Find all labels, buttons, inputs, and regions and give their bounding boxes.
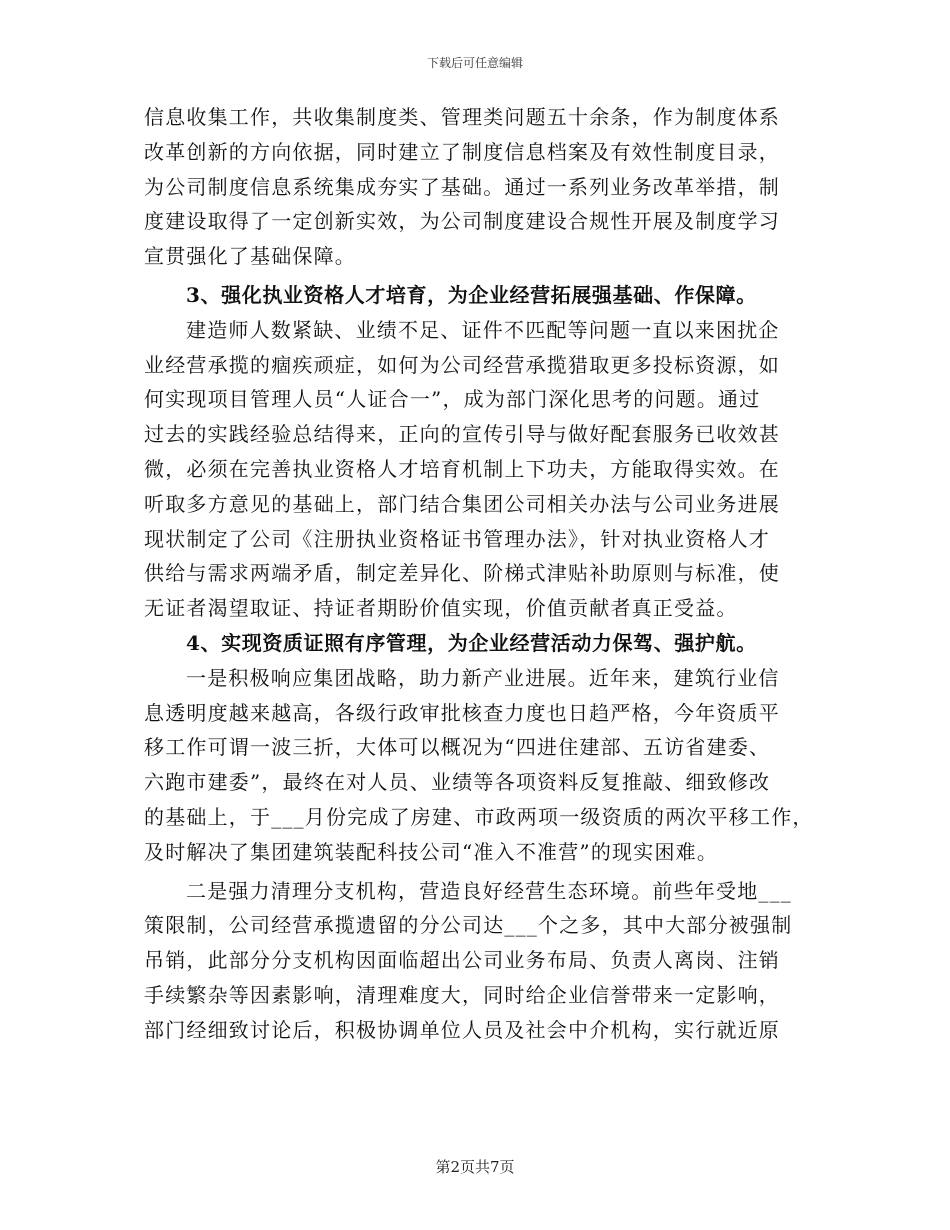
paragraph-line: 为公司制度信息系统集成夯实了基础。通过一系列业务改革举措，制 [144,174,780,199]
section-heading-4: 4、实现资质证照有序管理，为企业经营活动力保驾、强护航。 [186,630,757,655]
paragraph-line: 供给与需求两端矛盾，制定差异化、阶梯式津贴补助原则与标准，使 [144,561,780,586]
paragraph-line: 建造师人数紧缺、业绩不足、证件不匹配等问题一直以来困扰企 [186,317,780,342]
paragraph-line: 何实现项目管理人员“人证合一”，成为部门深化思考的问题。通过 [144,387,761,412]
paragraph-line: 度建设取得了一定创新实效，为公司制度建设合规性开展及制度学习 [144,209,780,234]
paragraph-line: 无证者渴望取证、持证者期盼价值实现，价值贡献者真正受益。 [144,596,738,621]
paragraph-line: 听取多方意见的基础上，部门结合集团公司相关办法与公司业务进展 [144,491,780,516]
paragraph-line: 及时解决了集团建筑装配科技公司“准入不准营”的现实困难。 [144,839,719,864]
paragraph-line: 移工作可谓一波三折，大体可以概况为“四进住建部、五访省建委、 [144,735,771,760]
paragraph-line: 微，必须在完善执业资格人才培育机制上下功夫，方能取得实效。在 [144,456,780,481]
paragraph-line: 业经营承揽的痼疾顽症，如何为公司经营承揽猎取更多投标资源，如 [144,352,780,377]
paragraph-line: 六跑市建委”，最终在对人员、业绩等各项资料反复推敲、细致修改 [144,770,771,795]
document-body [144,100,824,1048]
paragraph-line: 信息收集工作，共收集制度类、管理类问题五十余条，作为制度体系 [144,105,780,129]
paragraph-line: 改革创新的方向依据，同时建立了制度信息档案及有效性制度目录， [144,139,780,164]
paragraph-line: 息透明度越来越高，各级行政审批核查力度也日趋严格，今年资质平 [144,700,780,725]
page-header: 下载后可任意编辑 [426,56,523,70]
section-heading-3: 3、强化执业资格人才培育，为企业经营拓展强基础、作保障。 [186,282,757,307]
paragraph-line: 宣贯强化了基础保障。 [144,244,356,269]
paragraph-line: 现状制定了公司《注册执业资格证书管理办法》，针对执业资格人才 [144,526,770,551]
paragraph-line: 一是积极响应集团战略，助力新产业进展。近年来，建筑行业信 [186,665,780,690]
paragraph-line: 吊销，此部分分支机构因面临超出公司业务布局、负责人离岗、注销 [144,948,780,973]
paragraph-line: 过去的实践经验总结得来，正向的宣传引导与做好配套服务已收效甚 [144,422,780,447]
paragraph-line: 二是强力清理分支机构，营造良好经营生态环境。前些年受地___ [186,878,792,903]
paragraph-line: 策限制，公司经营承揽遗留的分公司达___个之多，其中大部分被强制 [144,913,793,938]
page-number-footer: 第2页共7页 [435,1158,515,1176]
paragraph-line: 手续繁杂等因素影响，清理难度大，同时给企业信誉带来一定影响， [144,982,780,1007]
paragraph-line: 的基础上，于___月份完成了房建、市政两项一级资质的两次平移工作， [144,804,814,829]
paragraph-line: 部门经细致讨论后，积极协调单位人员及社会中介机构，实行就近原 [144,1017,780,1042]
